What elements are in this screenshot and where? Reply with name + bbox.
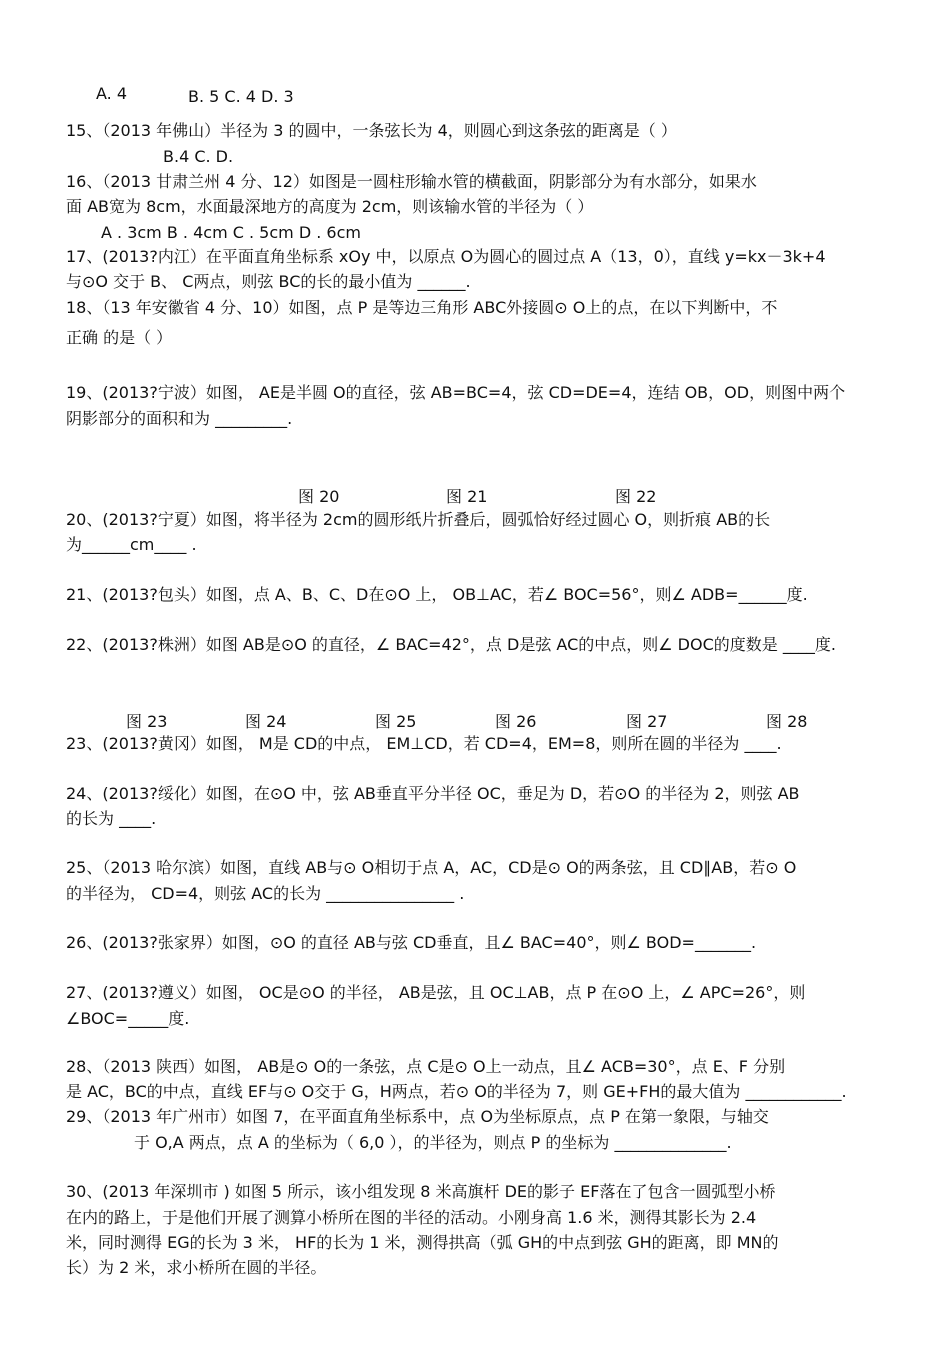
figure-label-28: 图 28 [766, 712, 808, 731]
figure-label-22: 图 22 [615, 487, 657, 506]
q20-stem-1: 20、(2013?宁夏）如图，将半径为 2cm的圆形纸片折叠后，圆弧恰好经过圆心 O，则折痕 AB的长 [66, 510, 771, 529]
q30-stem-1: 30、(2013 年深圳市 ) 如图 5 所示，该小组发现 8 米高旗杆 DE的影子 EF落在了包含一圆弧型小桥 [66, 1182, 776, 1201]
q15-stem: 15、（2013 年佛山）半径为 3 的圆中，一条弦长为 4，则圆心到这条弦的距离是（ ） [66, 121, 677, 140]
q25-stem-2: 的半径为， CD=4，则弦 AC的长为 ________________ . [66, 884, 465, 903]
q28-stem-1: 28、（2013 陕西）如图， AB是⊙ O的一条弦，点 C是⊙ O上一动点，且∠ ACB=30°，点 E、F 分别 [66, 1057, 786, 1076]
figure-label-21: 图 21 [446, 487, 488, 506]
q17-stem-1: 17、(2013?内江）在平面直角坐标系 xOy 中，以原点 O为圆心的圆过点 A（13，0），直线 y=kx－3k+4 [66, 247, 826, 266]
q19-stem-1: 19、(2013?宁波）如图， AE是半圆 O的直径，弦 AB=BC=4，弦 CD=DE=4，连结 OB，OD，则图中两个 [66, 383, 846, 402]
q27-stem-2: ∠BOC=_____度. [66, 1009, 190, 1028]
figure-label-25: 图 25 [375, 712, 417, 731]
q25-stem-1: 25、（2013 哈尔滨）如图，直线 AB与⊙ O相切于点 A，AC，CD是⊙ O的两条弦，且 CD∥AB，若⊙ O [66, 858, 797, 877]
figure-label-27: 图 27 [626, 712, 668, 731]
q24-stem-2: 的长为 ____. [66, 809, 157, 828]
q16-stem-1: 16、（2013 甘肃兰州 4 分、12）如图是一圆柱形输水管的横截面，阴影部分为有水部分，如果水 [66, 172, 757, 191]
q30-stem-3: 米，同时测得 EG的长为 3 米， HF的长为 1 米，测得拱高（弧 GH的中点到弦 GH的距离，即 MN的 [66, 1233, 779, 1252]
figure-label-20: 图 20 [298, 487, 340, 506]
figure-label-24: 图 24 [245, 712, 287, 731]
q18-stem-2: 正确 的是（ ） [66, 328, 173, 347]
q16-stem-2: 面 AB宽为 8cm，水面最深地方的高度为 2cm，则该输水管的半径为（ ） [66, 197, 594, 216]
q26-stem: 26、(2013?张家界）如图，⊙O 的直径 AB与弦 CD垂直，且∠ BAC=40°，则∠ BOD=_______. [66, 933, 757, 952]
q17-stem-2: 与⊙O 交于 B、 C两点，则弦 BC的长的最小值为 ______. [66, 272, 471, 291]
q16-options: A . 3cm B . 4cm C . 5cm D . 6cm [101, 223, 361, 242]
figure-label-26: 图 26 [495, 712, 537, 731]
q27-stem-1: 27、(2013?遵义）如图， OC是⊙O 的半径， AB是弦，且 OC⊥AB，点 P 在⊙O 上，∠ APC=26°，则 [66, 983, 806, 1002]
q14-options-bcd: B. 5 C. 4 D. 3 [188, 87, 294, 106]
q18-stem-1: 18、（13 年安徽省 4 分、10）如图，点 P 是等边三角形 ABC外接圆⊙ O上的点，在以下判断中，不 [66, 298, 778, 317]
q30-stem-2: 在内的路上，于是他们开展了测算小桥所在图的半径的活动。小刚身高 1.6 米，测得其影长为 2.4 [66, 1208, 757, 1227]
q22-stem: 22、(2013?株洲）如图 AB是⊙O 的直径，∠ BAC=42°，点 D是弦 AC的中点，则∠ DOC的度数是 ____度. [66, 635, 836, 654]
q14-option-a: A. 4 [96, 84, 128, 103]
q15-options: B.4 C. D. [163, 147, 234, 166]
q29-stem-2: 于 O,A 两点，点 A 的坐标为（ 6,0 ），的半径为，则点 P 的坐标为 ______________. [134, 1133, 732, 1152]
q20-stem-2: 为______cm____ . [66, 535, 197, 554]
q28-stem-2: 是 AC，BC的中点，直线 EF与⊙ O交于 G，H两点，若⊙ O的半径为 7，则 GE+FH的最大值为 ____________. [66, 1082, 847, 1101]
figure-label-23: 图 23 [126, 712, 168, 731]
q29-stem-1: 29、（2013 年广州市）如图 7，在平面直角坐标系中，点 O为坐标原点，点 P 在第一象限，与轴交 [66, 1107, 769, 1126]
q23-stem: 23、(2013?黄冈）如图， M是 CD的中点， EM⊥CD，若 CD=4，EM=8，则所在圆的半径为 ____. [66, 734, 782, 753]
q30-stem-4: 长）为 2 米，求小桥所在圆的半径。 [66, 1258, 327, 1277]
q21-stem: 21、(2013?包头）如图，点 A、B、C、D在⊙O 上， OB⊥AC，若∠ BOC=56°，则∠ ADB=______度. [66, 585, 808, 604]
q19-stem-2: 阴影部分的面积和为 _________. [66, 409, 293, 428]
q24-stem-1: 24、(2013?绥化）如图，在⊙O 中，弦 AB垂直平分半径 OC，垂足为 D，若⊙O 的半径为 2，则弦 AB [66, 784, 800, 803]
